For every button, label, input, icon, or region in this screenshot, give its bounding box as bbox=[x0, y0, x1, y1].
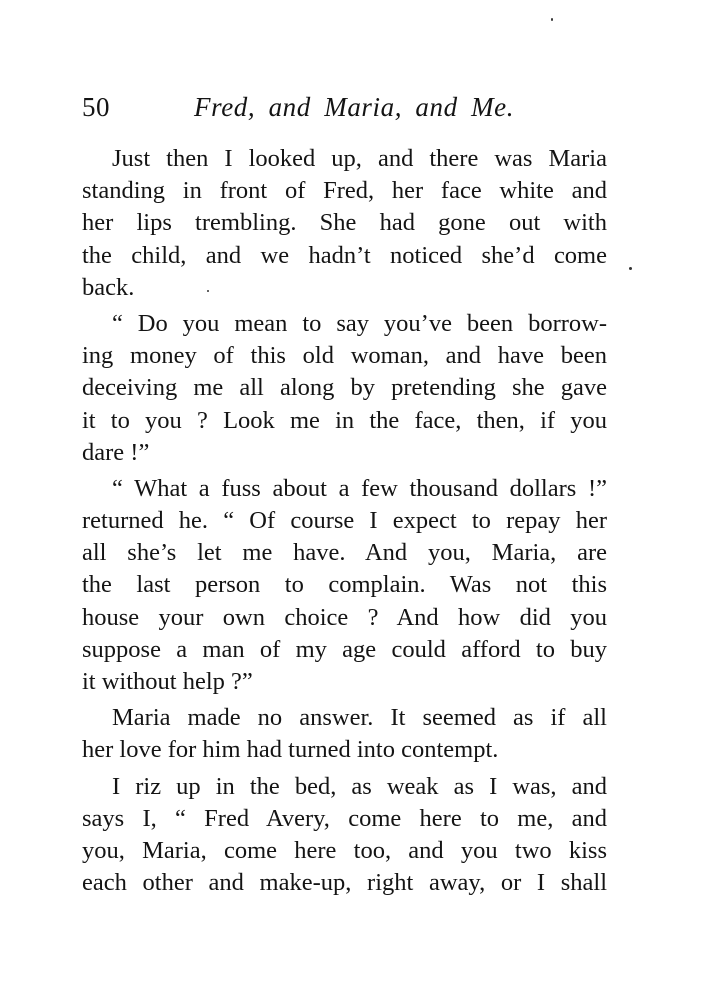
text-line: all she’s let me have. And you, Maria, are bbox=[82, 539, 607, 567]
text-line: says I, “ Fred Avery, come here to me, and bbox=[82, 804, 607, 832]
page-number: 50 bbox=[82, 92, 110, 122]
text-line: Just then I looked up, and there was Maria bbox=[112, 145, 607, 172]
text-line: her love for him had turned into contempt. bbox=[82, 736, 499, 764]
paragraph bbox=[82, 771, 607, 900]
text-line: back. bbox=[82, 273, 135, 301]
text-line: suppose a man of my age could afford to buy bbox=[82, 635, 607, 663]
text-line: “ Do you mean to say you’ve been borrow- bbox=[112, 309, 607, 337]
paragraph bbox=[82, 702, 607, 766]
text-line: deceiving me all along by pretending she gave bbox=[82, 374, 607, 402]
body-text bbox=[82, 143, 607, 899]
text-line: each other and make-up, right away, or I shall bbox=[82, 869, 607, 897]
running-title: Fred, and Maria, and Me. bbox=[194, 92, 515, 122]
text-line: it to you ? Look me in the face, then, if you bbox=[82, 406, 607, 434]
scan-speck bbox=[551, 18, 553, 21]
text-line: I riz up in the bed, as weak as I was, and bbox=[112, 772, 607, 800]
text-line: house your own choice ? And how did you bbox=[82, 603, 607, 631]
text-line: standing in front of Fred, her face white and bbox=[82, 177, 607, 205]
paragraph bbox=[82, 473, 607, 698]
running-header bbox=[82, 92, 612, 132]
text-line: her lips trembling. She had gone out with bbox=[82, 209, 607, 237]
paragraph bbox=[82, 143, 607, 304]
text-line: returned he. “ Of course I expect to repay her bbox=[82, 507, 607, 535]
scan-speck bbox=[629, 267, 632, 270]
text-line: dare !” bbox=[82, 438, 150, 466]
text-line: it without help ?” bbox=[82, 668, 253, 695]
scan-speck bbox=[207, 290, 209, 292]
text-line: ing money of this old woman, and have been bbox=[82, 342, 607, 370]
text-line: “ What a fuss about a few thousand dollars !” bbox=[112, 474, 607, 502]
text-line: the last person to complain. Was not this bbox=[82, 571, 607, 599]
text-line: the child, and we hadn’t noticed she’d come bbox=[82, 241, 607, 269]
text-line: Maria made no answer. It seemed as if all bbox=[112, 704, 607, 732]
text-line: you, Maria, come here too, and you two kiss bbox=[82, 836, 607, 864]
paragraph bbox=[82, 308, 607, 469]
